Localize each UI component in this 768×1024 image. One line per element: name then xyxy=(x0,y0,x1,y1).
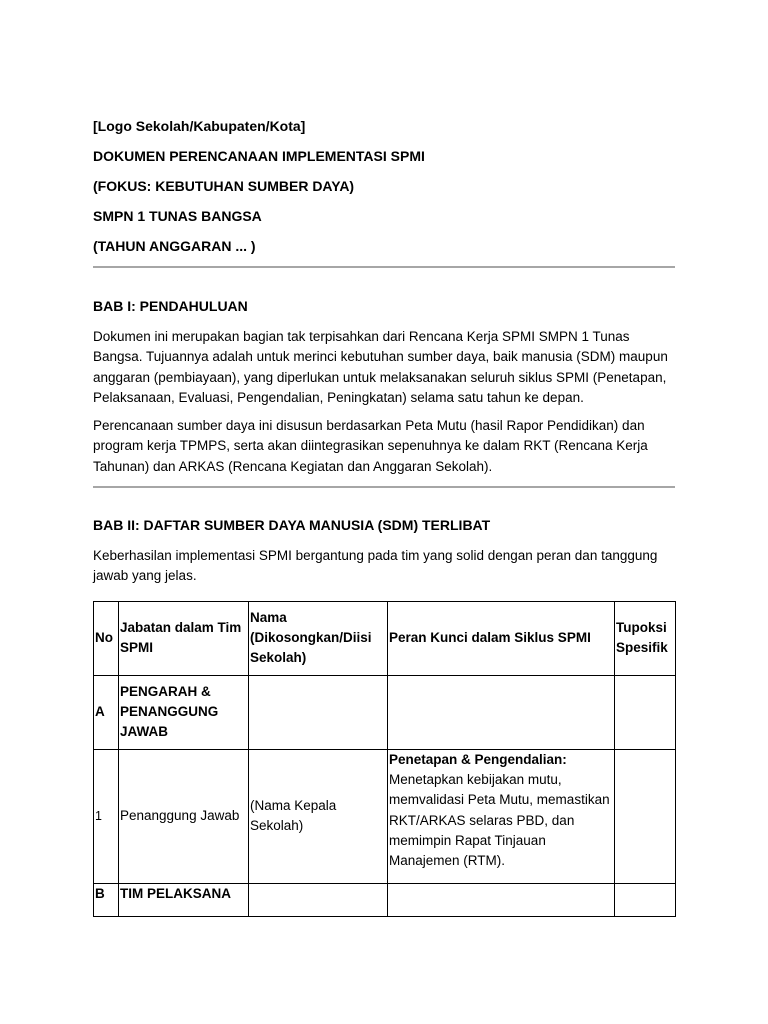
cell-no: 1 xyxy=(94,749,119,883)
cell-nama: (Nama Kepala Sekolah) xyxy=(249,749,388,883)
cell-jabatan: PENGARAH & PENANGGUNG JAWAB xyxy=(119,675,249,749)
section-divider xyxy=(93,266,675,268)
header-nama: Nama (Dikosongkan/Diisi Sekolah) xyxy=(249,601,388,675)
cell-tupoksi xyxy=(615,883,676,916)
table-row xyxy=(94,749,676,883)
cell-no: A xyxy=(94,675,119,749)
document-title: DOKUMEN PERENCANAAN IMPLEMENTASI SPMI xyxy=(93,148,425,164)
table-header-row xyxy=(94,601,676,675)
sdm-table xyxy=(93,601,676,917)
header-peran: Peran Kunci dalam Siklus SPMI xyxy=(388,601,615,675)
bab2-title: BAB II: DAFTAR SUMBER DAYA MANUSIA (SDM) TERLIBAT xyxy=(93,517,491,534)
peran-label: Penetapan & Pengendalian: xyxy=(389,751,567,767)
cell-peran xyxy=(388,883,615,916)
peran-text: Menetapkan kebijakan mutu, memvalidasi Peta Mutu, memastikan RKT/ARKAS selaras PBD, dan memimpin Rapat Tinjauan Manajemen (RTM). xyxy=(389,771,610,869)
cell-peran xyxy=(388,675,615,749)
cell-jabatan: TIM PELAKSANA xyxy=(119,883,249,916)
cell-no: B xyxy=(94,883,119,916)
bab1-title: BAB I: PENDAHULUAN xyxy=(93,298,248,314)
header-tupoksi: Tupoksi Spesifik xyxy=(615,601,676,675)
cell-nama xyxy=(249,883,388,916)
bab1-paragraph-1: Dokumen ini merupakan bagian tak terpisahkan dari Rencana Kerja SPMI SMPN 1 Tunas Bangsa. Tujuannya adalah untuk merinci kebutuhan sumber daya, baik manusia (SDM) maupun anggaran (pembiayaan), yang diperlukan untuk melaksanakan seluruh siklus SPMI (Penetapan, Pelaksanaan, Evaluasi, Pengendalian, Peningkatan) selama satu tahun ke depan. xyxy=(93,329,668,405)
section-divider xyxy=(93,486,675,488)
header-no: No xyxy=(94,601,119,675)
table-row xyxy=(94,883,676,916)
table-row xyxy=(94,675,676,749)
cell-peran xyxy=(388,749,615,883)
cell-tupoksi xyxy=(615,675,676,749)
budget-year: (TAHUN ANGGARAN ... ) xyxy=(93,238,256,254)
logo-placeholder: [Logo Sekolah/Kabupaten/Kota] xyxy=(93,118,306,134)
school-name: SMPN 1 TUNAS BANGSA xyxy=(93,208,262,224)
bab2-intro: Keberhasilan implementasi SPMI bergantung pada tim yang solid dengan peran dan tanggung jawab yang jelas. xyxy=(93,548,658,584)
cell-tupoksi xyxy=(615,749,676,883)
document-focus: (FOKUS: KEBUTUHAN SUMBER DAYA) xyxy=(93,178,355,194)
bab1-paragraph-2: Perencanaan sumber daya ini disusun berdasarkan Peta Mutu (hasil Rapor Pendidikan) dan program kerja TPMPS, serta akan diintegrasikan sepenuhnya ke dalam RKT (Rencana Kerja Tahunan) dan ARKAS (Rencana Kegiatan dan Anggaran Sekolah). xyxy=(93,418,648,474)
cell-jabatan: Penanggung Jawab xyxy=(119,749,249,883)
document-content xyxy=(93,116,675,917)
cell-nama xyxy=(249,675,388,749)
header-jabatan: Jabatan dalam Tim SPMI xyxy=(119,601,249,675)
